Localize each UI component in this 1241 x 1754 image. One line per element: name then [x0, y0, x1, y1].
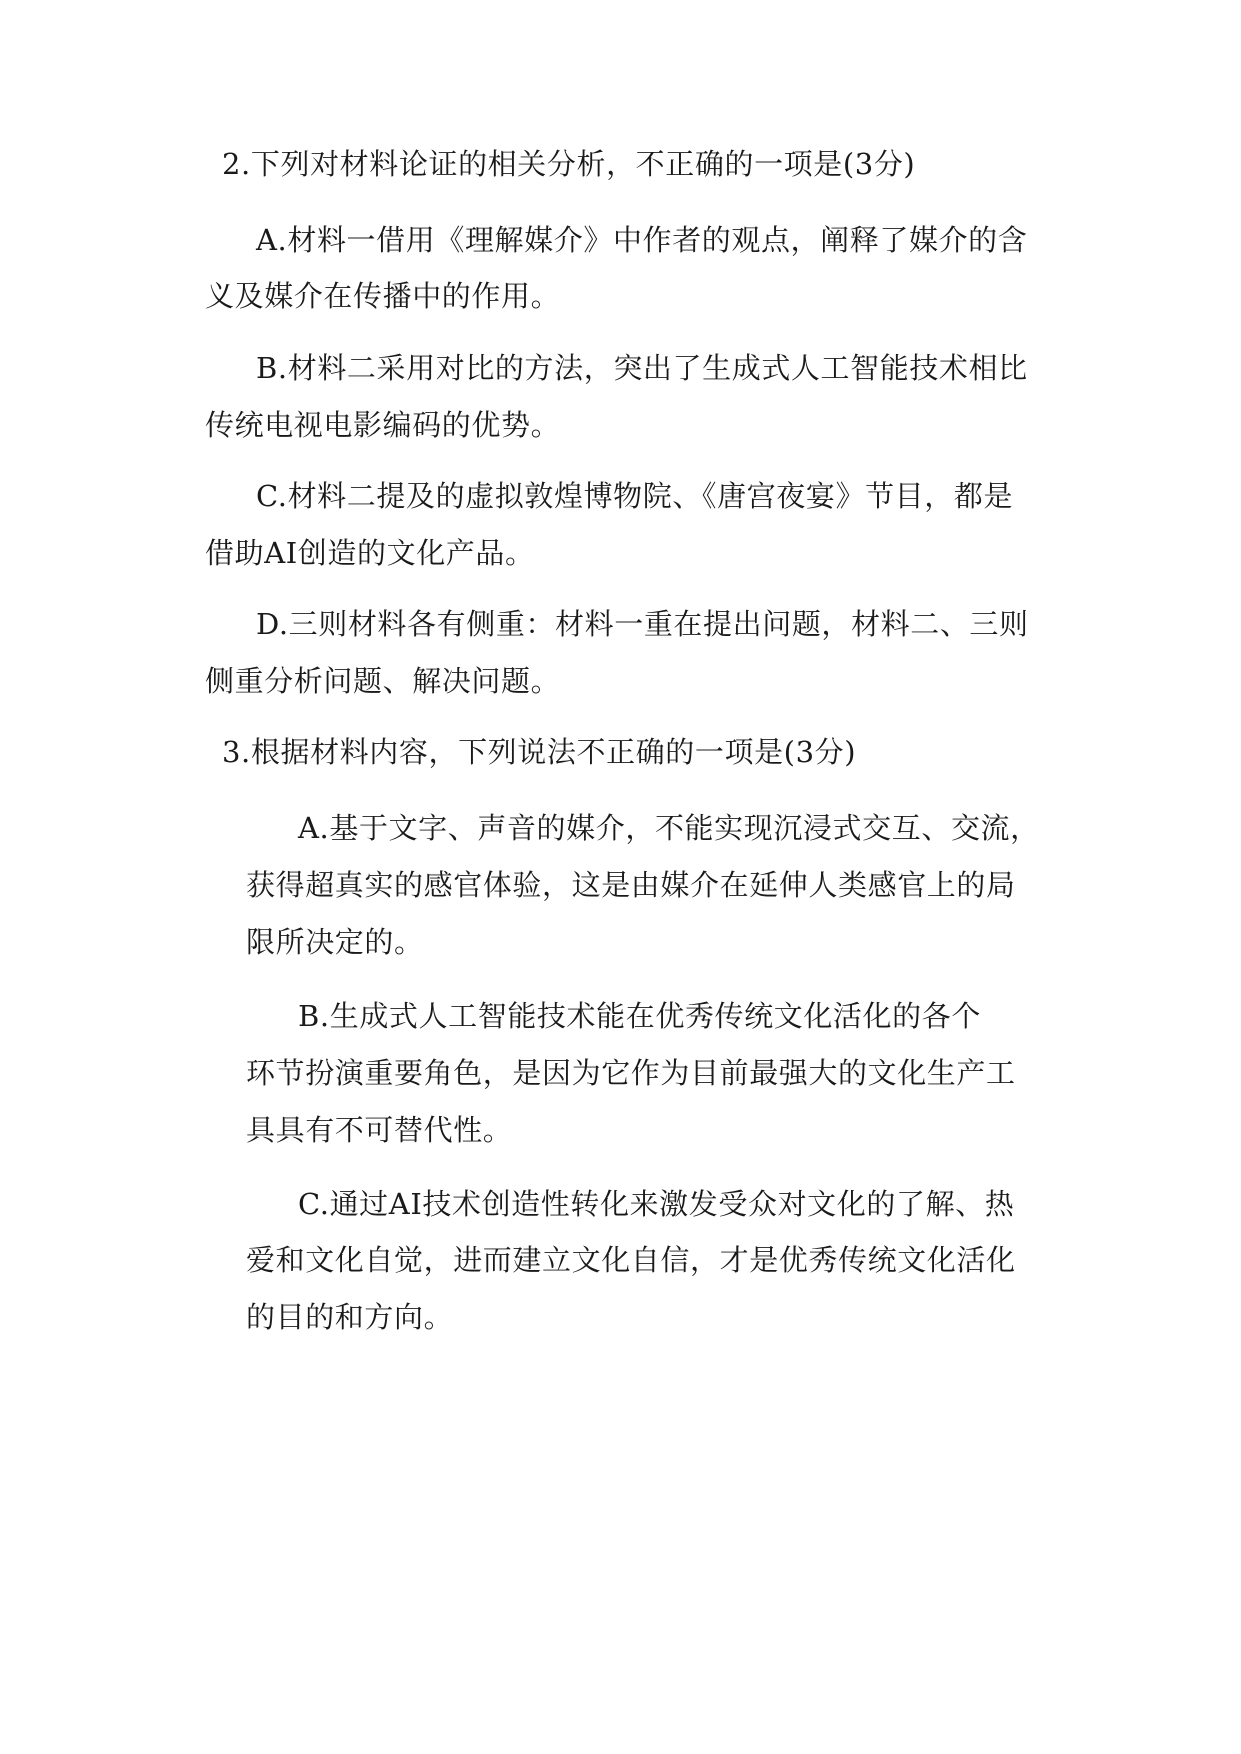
question-3-stem: 3.根据材料内容，下列说法不正确的一项是(3分)	[222, 735, 857, 769]
q3-option-a-line-2: 获得超真实的感官体验，这是由媒介在延伸人类感官上的局	[246, 868, 1016, 902]
question-2-stem: 2.下列对材料论证的相关分析，不正确的一项是(3分)	[222, 147, 916, 181]
q2-option-b-line-2: 传统电视电影编码的优势。	[205, 408, 561, 442]
q3-option-b-line-2: 环节扮演重要角色，是因为它作为目前最强大的文化生产工	[246, 1056, 1016, 1090]
q2-option-a-line-1: A.材料一借用《理解媒介》中作者的观点，阐释了媒介的含	[256, 223, 1028, 257]
q3-option-b-line-1: B.生成式人工智能技术能在优秀传统文化活化的各个	[298, 999, 981, 1033]
q2-option-b-line-1: B.材料二采用对比的方法，突出了生成式人工智能技术相比	[256, 351, 1028, 385]
q3-option-c-line-1: C.通过AI技术创造性转化来激发受众对文化的了解、热	[298, 1187, 1015, 1221]
q3-option-a-line-3: 限所决定的。	[246, 925, 424, 959]
q2-option-d-line-1: D.三则材料各有侧重：材料一重在提出问题，材料二、三则	[256, 607, 1029, 641]
q2-option-d-line-2: 侧重分析问题、解决问题。	[205, 664, 561, 698]
q2-option-a-line-2: 义及媒介在传播中的作用。	[205, 279, 561, 313]
q2-option-c-line-2: 借助AI创造的文化产品。	[205, 536, 535, 570]
q3-option-a-line-1: A.基于文字、声音的媒介，不能实现沉浸式交互、交流，	[298, 811, 1040, 845]
q3-option-c-line-2: 爱和文化自觉，进而建立文化自信，才是优秀传统文化活化	[246, 1243, 1016, 1277]
q3-option-b-line-3: 具具有不可替代性。	[246, 1113, 513, 1147]
q2-option-c-line-1: C.材料二提及的虚拟敦煌博物院、《唐宫夜宴》节目，都是	[256, 479, 1014, 513]
q3-option-c-line-3: 的目的和方向。	[246, 1300, 454, 1334]
